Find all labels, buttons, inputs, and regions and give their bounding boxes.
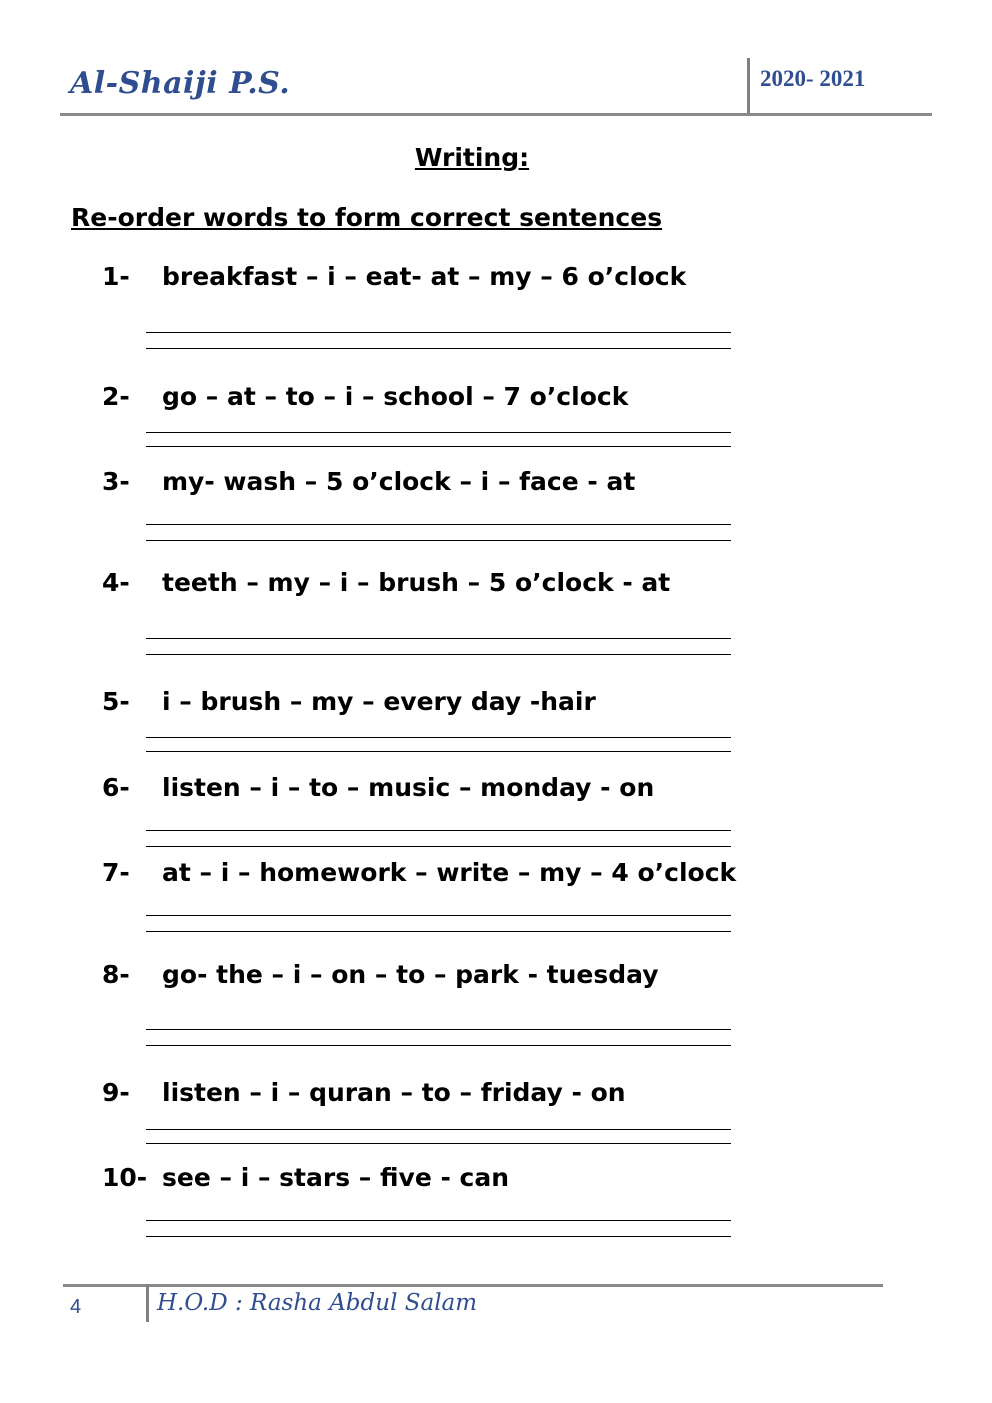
answer-line [146,348,731,349]
school-year: 2020- 2021 [760,66,866,91]
answer-line [146,1220,731,1221]
item-words: teeth – my – i – brush – 5 o’clock - at [162,568,671,597]
school-name: Al-Shaiji P.S. [70,66,291,101]
exercise-item-3 [102,467,635,496]
answer-line [146,830,731,831]
answer-line [146,1045,731,1046]
answer-line [146,1029,731,1030]
exercise-item-7 [102,858,736,887]
exercise-item-9 [102,1078,626,1107]
item-number: 5- [102,687,130,716]
instruction: Re-order words to form correct sentences [71,203,663,232]
footer-divider-vertical [146,1284,149,1322]
header-divider-vertical [747,58,750,114]
answer-line [146,915,731,916]
item-number: 2- [102,382,130,411]
answer-line [146,846,731,847]
item-number: 1- [102,262,130,291]
item-number: 8- [102,960,130,989]
item-number: 4- [102,568,130,597]
answer-line [146,524,731,525]
answer-line [146,1129,731,1130]
exercise-item-4 [102,568,670,597]
hod-signature: H.O.D : Rasha Abdul Salam [157,1290,478,1316]
item-number: 7- [102,858,130,887]
item-number: 6- [102,773,130,802]
item-words: i – brush – my – every day -hair [162,687,596,716]
answer-line [146,638,731,639]
exercise-item-2 [102,382,628,411]
answer-line [146,751,731,752]
answer-line [146,540,731,541]
header-divider [60,113,932,116]
exercise-item-5 [102,687,596,716]
item-number: 3- [102,467,130,496]
item-words: go- the – i – on – to – park - tuesday [162,960,659,989]
answer-line [146,432,731,433]
item-words: at – i – homework – write – my – 4 o’clock [162,858,737,887]
item-words: breakfast – i – eat- at – my – 6 o’clock [162,262,687,291]
answer-line [146,931,731,932]
item-words: listen – i – quran – to – friday - on [162,1078,626,1107]
exercise-item-8 [102,960,659,989]
answer-line [146,446,731,447]
exercise-item-10 [102,1163,509,1192]
item-words: my- wash – 5 o’clock – i – face - at [162,467,636,496]
answer-line [146,1143,731,1144]
answer-line [146,332,731,333]
answer-line [146,654,731,655]
page-number: 4 [70,1296,82,1318]
item-number: 10- [102,1163,148,1192]
item-words: go – at – to – i – school – 7 o’clock [162,382,629,411]
exercise-item-6 [102,773,654,802]
answer-line [146,1236,731,1237]
exercise-item-1 [102,262,686,291]
answer-line [146,737,731,738]
page-title: Writing: [414,143,530,172]
footer-divider [63,1284,883,1287]
item-words: see – i – stars – five - can [162,1163,510,1192]
item-words: listen – i – to – music – monday - on [162,773,655,802]
item-number: 9- [102,1078,130,1107]
